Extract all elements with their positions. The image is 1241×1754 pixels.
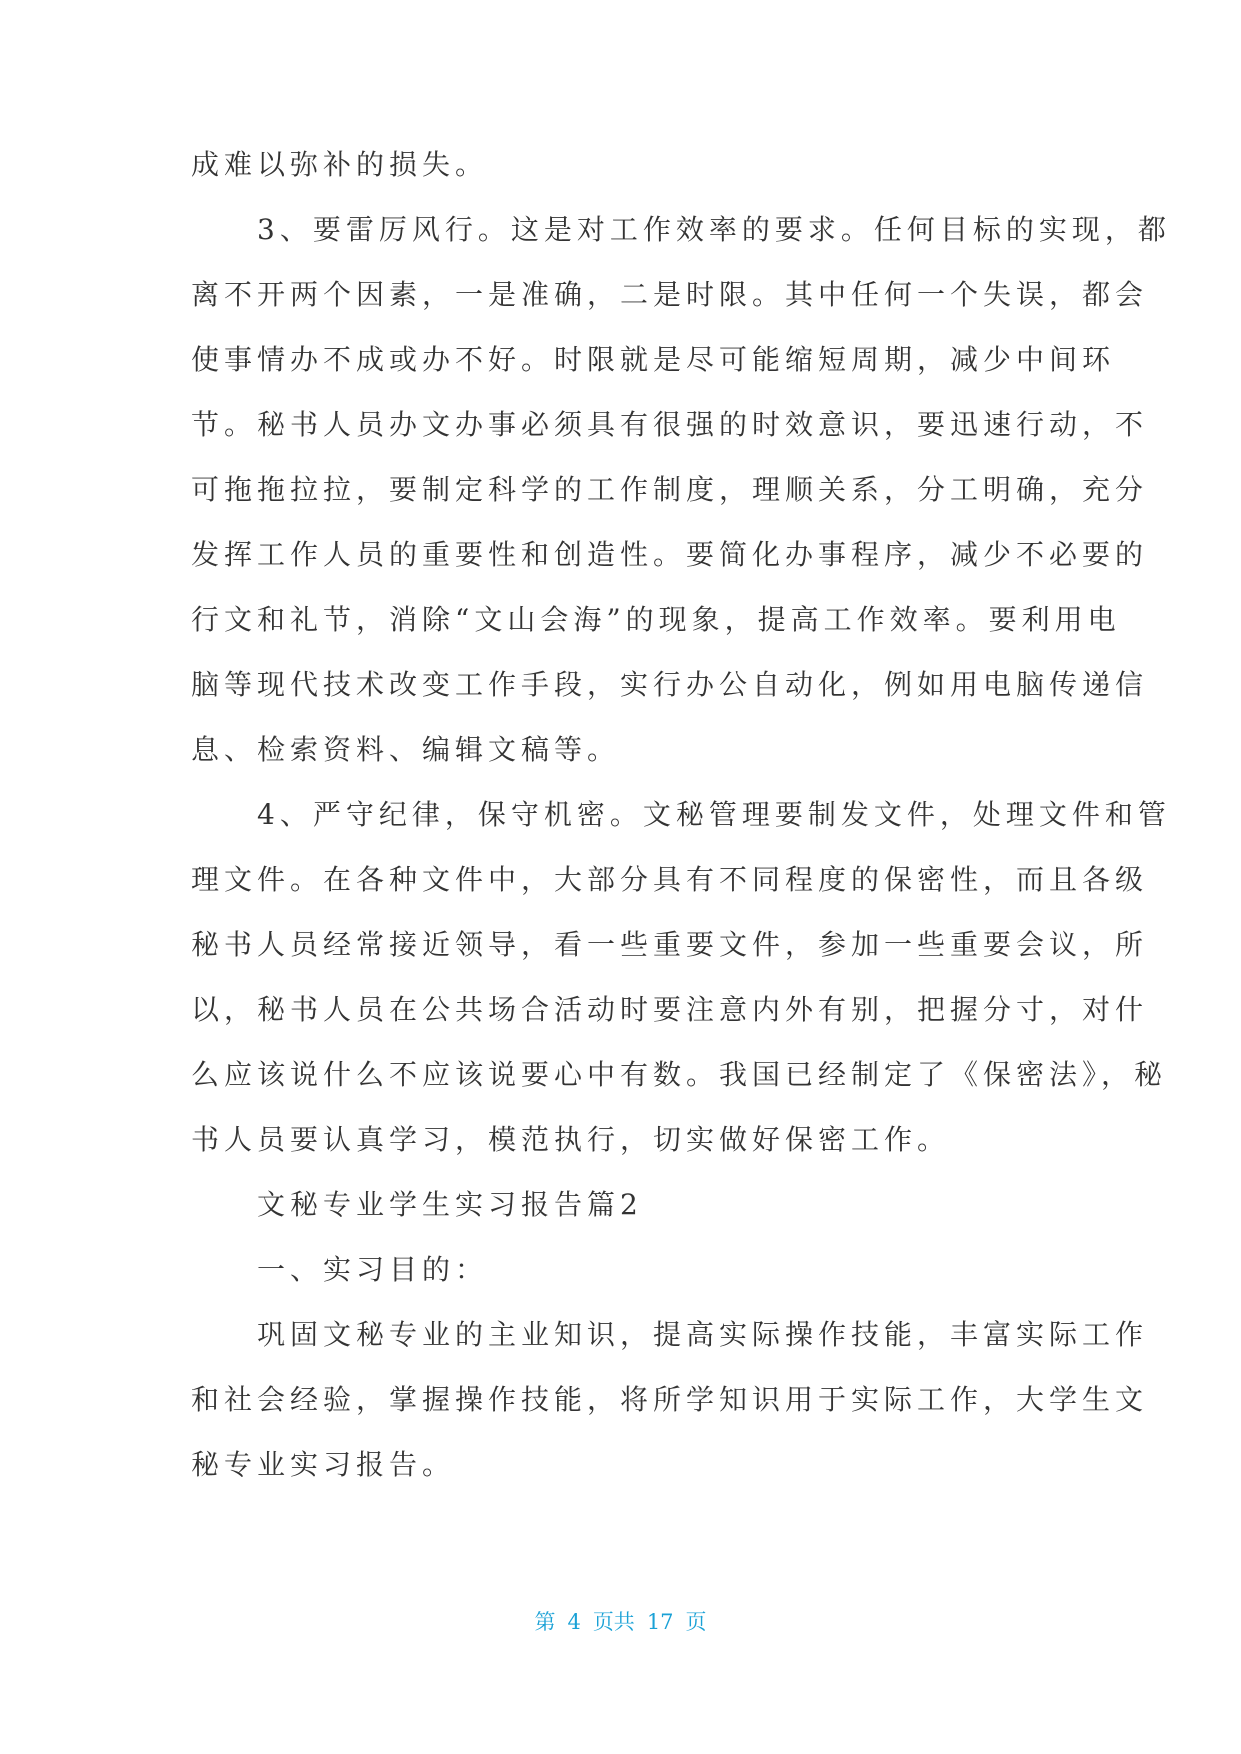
- text-line: 成难以弥补的损失。: [191, 148, 489, 181]
- text-line: 行文和礼节，消除“文山会海”的现象，提高工作效率。要利用电: [191, 603, 1121, 636]
- text-line: 3、要雷厉风行。这是对工作效率的要求。任何目标的实现，都: [191, 213, 1171, 246]
- footer-middle: 页共: [592, 1610, 635, 1634]
- text-line: 和社会经验，掌握操作技能，将所学知识用于实际工作，大学生文: [191, 1383, 1149, 1416]
- text-line: 使事情办不成或办不好。时限就是尽可能缩短周期，减少中间环: [191, 343, 1116, 376]
- text-line: 脑等现代技术改变工作手段，实行办公自动化，例如用电脑传递信: [191, 668, 1149, 701]
- text-line: 么应该说什么不应该说要心中有数。我国已经制定了《保密法》，秘: [191, 1058, 1168, 1091]
- footer-total-pages: 17: [646, 1610, 674, 1634]
- text-line: 秘专业实习报告。: [191, 1448, 456, 1481]
- text-line: 书人员要认真学习，模范执行，切实做好保密工作。: [191, 1123, 951, 1156]
- text-line: 理文件。在各种文件中，大部分具有不同程度的保密性，而且各级: [191, 863, 1149, 896]
- text-line: 节。秘书人员办文办事必须具有很强的时效意识，要迅速行动，不: [191, 408, 1149, 441]
- text-line: 以，秘书人员在公共场合活动时要注意内外有别，把握分寸，对什: [191, 993, 1149, 1026]
- text-line: 息、检索资料、编辑文稿等。: [191, 733, 621, 766]
- footer-prefix: 第: [534, 1610, 556, 1634]
- subheading: 一、实习目的：: [191, 1253, 489, 1286]
- footer-page-number: 4: [567, 1610, 581, 1634]
- body-text: [191, 132, 1171, 1497]
- footer-suffix: 页: [685, 1610, 707, 1634]
- text-line: 4、严守纪律，保守机密。文秘管理要制发文件，处理文件和管: [191, 798, 1171, 831]
- text-line: 离不开两个因素，一是准确，二是时限。其中任何一个失误，都会: [191, 278, 1149, 311]
- text-line: 发挥工作人员的重要性和创造性。要简化办事程序，减少不必要的: [191, 538, 1149, 571]
- page-footer: [0, 1606, 1241, 1636]
- text-line: 可拖拖拉拉，要制定科学的工作制度，理顺关系，分工明确，充分: [191, 473, 1149, 506]
- text-line: 秘书人员经常接近领导，看一些重要文件，参加一些重要会议，所: [191, 928, 1149, 961]
- section-heading: 文秘专业学生实习报告篇2: [191, 1188, 643, 1221]
- text-line: 巩固文秘专业的主业知识，提高实际操作技能，丰富实际工作: [191, 1318, 1149, 1351]
